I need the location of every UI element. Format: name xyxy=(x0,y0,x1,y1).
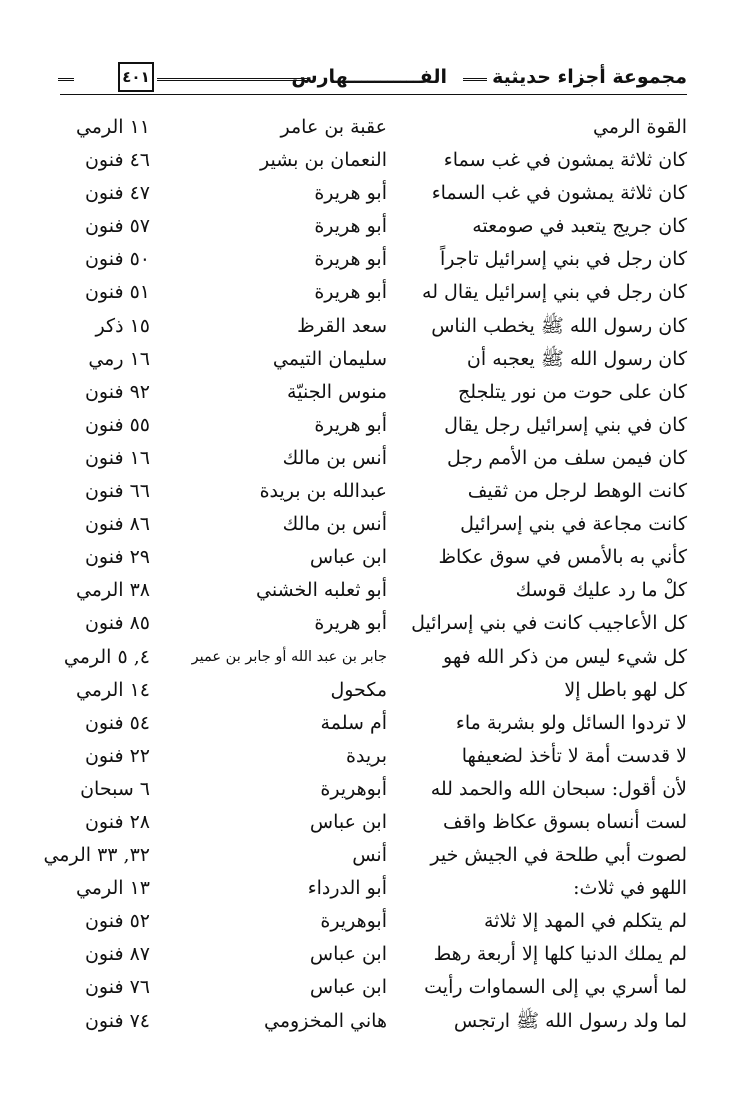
narrator-name: سليمان التيمي xyxy=(272,347,387,370)
hadith-incipit: كان رسول الله ﷺ يخطب الناس xyxy=(431,314,687,337)
hadith-incipit: كان في بني إسرائيل رجل يقال xyxy=(444,413,687,436)
narrator-name: مكحول xyxy=(330,678,387,701)
source-reference: ٦ سبحان xyxy=(80,777,150,800)
hadith-incipit: لم يتكلم في المهد إلا ثلاثة xyxy=(484,910,687,933)
source-reference: ٧٤ فنون xyxy=(84,1009,150,1032)
header-rule xyxy=(463,78,487,81)
source-reference: ٤٧ فنون xyxy=(84,182,150,205)
index-row xyxy=(43,839,687,872)
index-row xyxy=(55,177,687,210)
narrator-name: أبوهريرة xyxy=(320,910,387,933)
source-reference: ١٣ الرمي xyxy=(75,877,150,900)
hadith-incipit: اللهو في ثلاث: xyxy=(573,877,687,900)
source-reference: ٩٢ فنون xyxy=(84,380,150,403)
hadith-incipit: كان رجل في بني إسرائيل تاجراً xyxy=(439,248,687,271)
source-reference: ١٦ فنون xyxy=(84,446,150,469)
hadith-incipit: كان على حوت من نور يتلجلج xyxy=(458,380,687,403)
index-row xyxy=(55,111,687,144)
narrator-name: أبو هريرة xyxy=(314,248,387,271)
source-reference: ٨٧ فنون xyxy=(84,943,150,966)
narrator-name: النعمان بن بشير xyxy=(260,149,387,172)
hadith-incipit: كان ثلاثة يمشون في غب السماء xyxy=(431,182,687,205)
narrator-name: منوس الجنيّة xyxy=(287,380,387,403)
source-reference: ٤٦ فنون xyxy=(84,149,150,172)
hadith-incipit: كل لهو باطل إلا xyxy=(564,678,687,701)
index-row xyxy=(55,740,687,773)
narrator-name: أم سلمة xyxy=(320,711,387,734)
index-row xyxy=(55,508,687,541)
source-reference: ٢٩ فنون xyxy=(84,546,150,569)
narrator-name: ابن عباس xyxy=(309,546,387,569)
index-row xyxy=(55,1005,687,1038)
index-row xyxy=(55,276,687,309)
header-rule xyxy=(157,78,307,81)
narrator-name: أبو الدرداء xyxy=(307,877,387,900)
header-underline xyxy=(60,94,687,95)
narrator-name: عقبة بن عامر xyxy=(280,116,387,138)
source-reference: ٢٢ فنون xyxy=(84,744,150,767)
narrator-name: أبو هريرة xyxy=(314,215,387,238)
narrator-name: أنس xyxy=(352,844,387,867)
source-reference: ١٦ رمي xyxy=(88,347,150,370)
narrator-name: بريدة xyxy=(346,744,387,767)
page-number: ٤٠١ xyxy=(118,62,154,92)
page-header xyxy=(60,60,687,94)
source-reference: ١١ الرمي xyxy=(75,116,150,138)
source-reference: ٥٢ فنون xyxy=(84,910,150,933)
hadith-incipit: لأن أقول: سبحان الله والحمد لله xyxy=(430,777,687,800)
source-reference: ٧٦ فنون xyxy=(84,976,150,999)
hadith-incipit: كأني به بالأمس في سوق عكاظ xyxy=(438,546,687,569)
narrator-name: أبو هريرة xyxy=(314,281,387,304)
index-row xyxy=(55,144,687,177)
index-row xyxy=(55,409,687,442)
hadith-incipit: لا قدست أمة لا تأخذ لضعيفها xyxy=(461,744,687,767)
hadith-incipit: كانت مجاعة في بني إسرائيل xyxy=(460,513,687,536)
narrator-name: أبو هريرة xyxy=(314,413,387,436)
index-row xyxy=(55,607,687,640)
narrator-name: أنس بن مالك xyxy=(282,446,387,469)
source-reference: ٣٨ الرمي xyxy=(75,579,150,602)
hadith-incipit: لما أسري بي إلى السماوات رأيت xyxy=(424,976,687,999)
source-reference: ٥٧ فنون xyxy=(84,215,150,238)
index-row xyxy=(55,376,687,409)
hadith-incipit: كلْ ما رد عليك قوسك xyxy=(515,579,687,602)
source-reference: ١٤ الرمي xyxy=(75,678,150,701)
hadith-incipit: كان جريج يتعبد في صومعته xyxy=(472,215,687,238)
narrator-name: أنس بن مالك xyxy=(282,513,387,536)
index-row xyxy=(55,243,687,276)
source-reference: ٣٢, ٣٣ الرمي xyxy=(43,844,150,867)
narrator-name: ابن عباس xyxy=(309,943,387,966)
index-row xyxy=(55,806,687,839)
narrator-name: ابن عباس xyxy=(309,976,387,999)
hadith-incipit: لما ولد رسول الله ﷺ ارتجس xyxy=(453,1009,687,1032)
narrator-name: أبو هريرة xyxy=(314,612,387,635)
hadith-incipit: كان رسول الله ﷺ يعجبه أن xyxy=(466,347,687,370)
index-row xyxy=(55,574,687,607)
index-row xyxy=(55,541,687,574)
index-row xyxy=(55,773,687,806)
source-reference: ٨٦ فنون xyxy=(84,513,150,536)
header-rule xyxy=(58,78,74,81)
section-title: الفـــــــــــهارس xyxy=(291,66,447,88)
narrator-name: أبوهريرة xyxy=(320,777,387,800)
source-reference: ٨٥ فنون xyxy=(84,612,150,635)
hadith-incipit: كل الأعاجيب كانت في بني إسرائيل xyxy=(411,612,687,635)
source-reference: ٥٤ فنون xyxy=(84,711,150,734)
hadith-incipit: لست أنساه بسوق عكاظ واقف xyxy=(442,810,687,833)
index-row xyxy=(55,641,687,674)
source-reference: ٥٠ فنون xyxy=(84,248,150,271)
hadith-incipit: لا تردوا السائل ولو بشربة ماء xyxy=(455,711,687,734)
hadith-incipit: كانت الوهط لرجل من ثقيف xyxy=(467,480,687,503)
index-row xyxy=(55,475,687,508)
narrator-name: ابن عباس xyxy=(309,810,387,833)
hadith-incipit: لصوت أبي طلحة في الجيش خير xyxy=(430,844,687,867)
series-title: مجموعة أجزاء حديثية xyxy=(492,66,687,88)
narrator-name: جابر بن عبد الله أو جابر بن عمير xyxy=(191,648,387,665)
hadith-incipit: كان رجل في بني إسرائيل يقال له xyxy=(422,281,687,304)
index-row xyxy=(55,971,687,1004)
index-row xyxy=(55,310,687,343)
index-row xyxy=(55,872,687,905)
hadith-incipit: كان ثلاثة يمشون في غب سماء xyxy=(443,149,687,172)
index-row xyxy=(55,905,687,938)
index-row xyxy=(55,210,687,243)
narrator-name: أبو هريرة xyxy=(314,182,387,205)
narrator-name: عبدالله بن بريدة xyxy=(259,480,387,503)
index-row xyxy=(55,938,687,971)
index-entries xyxy=(43,111,687,1051)
source-reference: ١٥ ذكر xyxy=(95,314,150,337)
index-row xyxy=(55,442,687,475)
source-reference: ٥٥ فنون xyxy=(84,413,150,436)
hadith-incipit: لم يملك الدنيا كلها إلا أربعة رهط xyxy=(433,943,687,966)
source-reference: ٤, ٥ الرمي xyxy=(63,645,150,668)
narrator-name: سعد القرظ xyxy=(297,314,387,337)
narrator-name: هاني المخزومي xyxy=(264,1009,387,1032)
source-reference: ٦٦ فنون xyxy=(84,480,150,503)
index-row xyxy=(55,707,687,740)
hadith-incipit: القوة الرمي xyxy=(592,116,687,138)
source-reference: ٥١ فنون xyxy=(84,281,150,304)
hadith-incipit: كان فيمن سلف من الأمم رجل xyxy=(446,446,687,469)
hadith-incipit: كل شيء ليس من ذكر الله فهو xyxy=(443,645,687,668)
index-row xyxy=(55,674,687,707)
narrator-name: أبو ثعلبه الخشني xyxy=(256,579,387,602)
index-row xyxy=(55,343,687,376)
source-reference: ٢٨ فنون xyxy=(84,810,150,833)
